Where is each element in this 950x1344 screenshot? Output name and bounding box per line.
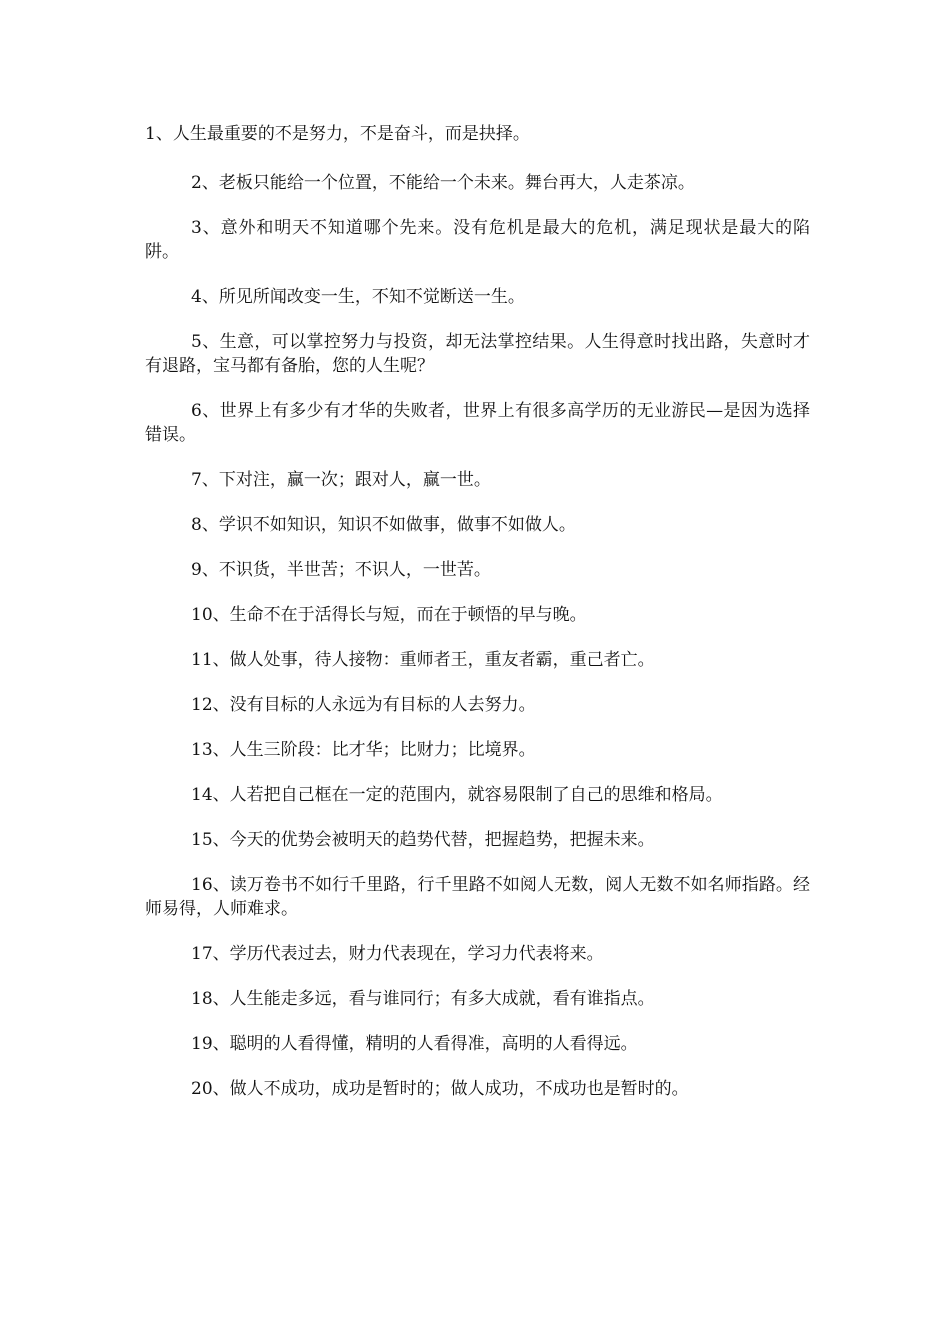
paragraph-18: 18、人生能走多远，看与谁同行；有多大成就，看有谁指点。 [191, 989, 655, 1009]
paragraph-16: 16、读万卷书不如行千里路，行千里路不如阅人无数，阅人无数不如名师指路。经师易得，人师难求。 [145, 875, 810, 919]
paragraph-20: 20、做人不成功，成功是暂时的；做人成功，不成功也是暂时的。 [191, 1079, 689, 1099]
paragraph-15: 15、今天的优势会被明天的趋势代替，把握趋势，把握未来。 [191, 830, 655, 850]
paragraph-19: 19、聪明的人看得懂，精明的人看得准，高明的人看得远。 [191, 1034, 638, 1054]
paragraph-11: 11、做人处事，待人接物：重师者王，重友者霸，重己者亡。 [191, 650, 655, 670]
paragraph-1: 1、人生最重要的不是努力，不是奋斗，而是抉择。 [145, 124, 530, 144]
paragraph-4: 4、所见所闻改变一生，不知不觉断送一生。 [191, 287, 525, 307]
paragraph-14: 14、人若把自己框在一定的范围内，就容易限制了自己的思维和格局。 [191, 785, 723, 805]
paragraph-13: 13、人生三阶段：比才华；比财力；比境界。 [191, 740, 536, 760]
paragraph-9: 9、不识货，半世苦；不识人，一世苦。 [191, 560, 491, 580]
paragraph-17: 17、学历代表过去，财力代表现在，学习力代表将来。 [191, 944, 604, 964]
paragraph-12: 12、没有目标的人永远为有目标的人去努力。 [191, 695, 536, 715]
paragraph-5: 5、生意，可以掌控努力与投资，却无法掌控结果。人生得意时找出路，失意时才有退路，宝马都有备胎，您的人生呢？ [145, 332, 810, 376]
paragraph-3: 3、意外和明天不知道哪个先来。没有危机是最大的危机，满足现状是最大的陷阱。 [145, 218, 810, 262]
paragraph-7: 7、下对注，赢一次；跟对人，赢一世。 [191, 470, 491, 490]
paragraph-8: 8、学识不如知识，知识不如做事，做事不如做人。 [191, 515, 576, 535]
paragraph-2: 2、老板只能给一个位置，不能给一个未来。舞台再大，人走茶凉。 [191, 173, 695, 193]
document-body [145, 122, 810, 1122]
paragraph-6: 6、世界上有多少有才华的失败者，世界上有很多高学历的无业游民—是因为选择错误。 [145, 401, 810, 445]
paragraph-10: 10、生命不在于活得长与短，而在于顿悟的早与晚。 [191, 605, 587, 625]
